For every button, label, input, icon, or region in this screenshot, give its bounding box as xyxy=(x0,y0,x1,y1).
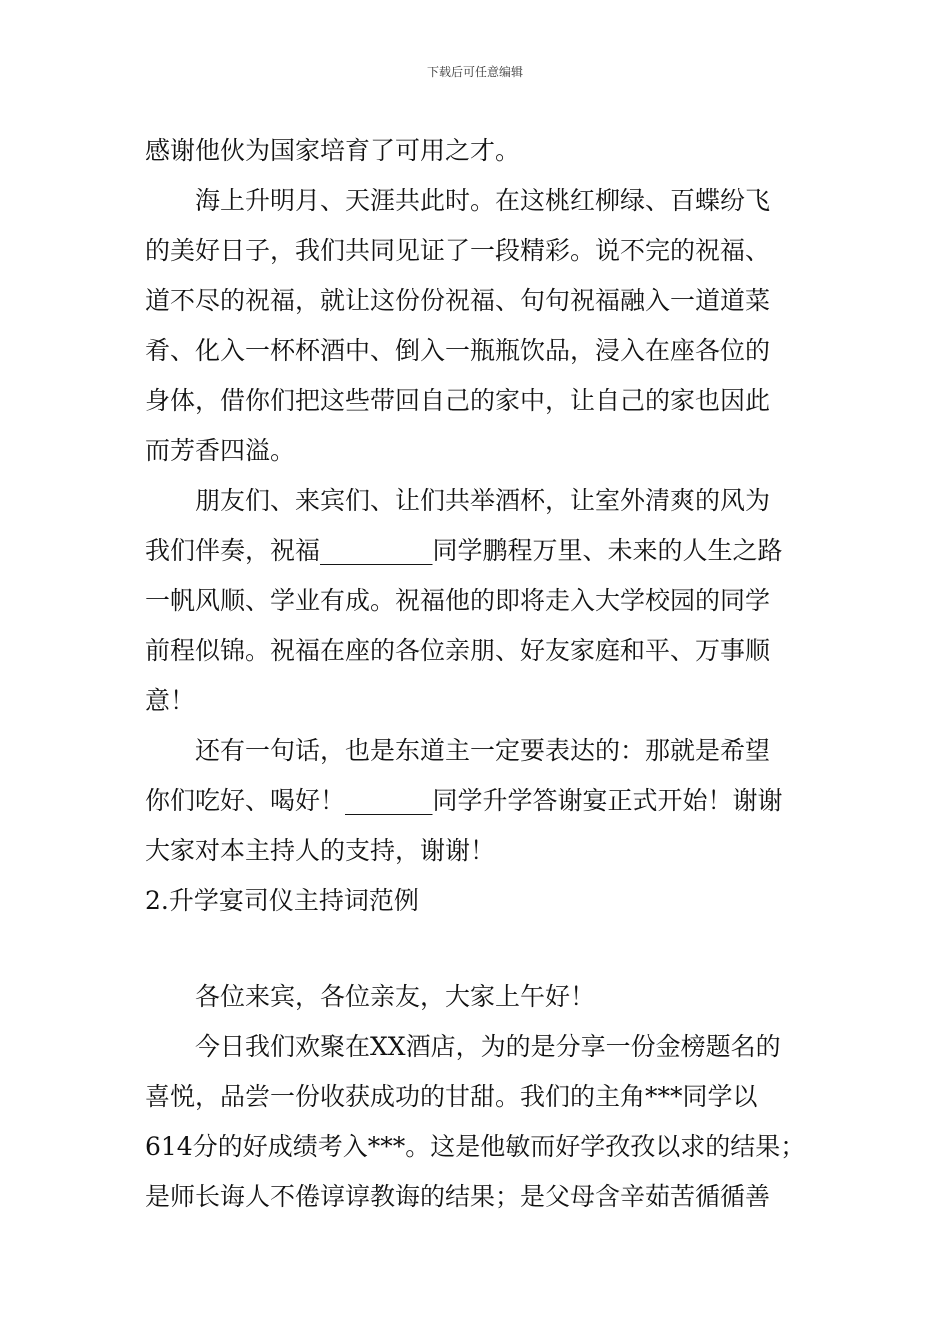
text-line: 我们伴奏，祝福_________同学鹏程万里、未来的人生之路 xyxy=(145,536,783,565)
text-line: 喜悦，品尝一份收获成功的甘甜。我们的主角***同学以 xyxy=(145,1082,758,1111)
text-line: 各位来宾，各位亲友，大家上午好！ xyxy=(195,982,596,1011)
text-line: 你们吃好、喝好！_______同学升学答谢宴正式开始！谢谢 xyxy=(145,786,783,815)
text-line: 一帆风顺、学业有成。祝福他的即将走入大学校园的同学 xyxy=(145,586,771,615)
paragraph-gap xyxy=(145,926,817,972)
text-line: 意！ xyxy=(145,686,196,715)
text-line: 朋友们、来宾们、让们共举酒杯，让室外清爽的风为 xyxy=(195,486,771,515)
text-line: 感谢他伙为国家培育了可用之才。 xyxy=(145,136,521,165)
text-line: 而芳香四溢。 xyxy=(145,436,296,465)
text-line: 614分的好成绩考入***。这是他敏而好学孜孜以求的结果； xyxy=(145,1132,806,1161)
section-heading: 2.升学宴司仪主持词范例 xyxy=(145,886,419,915)
text-line: 前程似锦。祝福在座的各位亲朋、好友家庭和平、万事顺 xyxy=(145,636,771,665)
text-line: 今日我们欢聚在XX酒店，为的是分享一份金榜题名的 xyxy=(195,1032,781,1061)
text-line: 身体，借你们把这些带回自己的家中，让自己的家也因此 xyxy=(145,386,771,415)
text-line: 的美好日子，我们共同见证了一段精彩。说不完的祝福、 xyxy=(145,236,771,265)
document-body xyxy=(145,126,817,1222)
text-line: 大家对本主持人的支持，谢谢！ xyxy=(145,836,496,865)
text-line: 海上升明月、天涯共此时。在这桃红柳绿、百蝶纷飞 xyxy=(195,186,771,215)
text-line: 道不尽的祝福，就让这份份祝福、句句祝福融入一道道菜 xyxy=(145,286,771,315)
text-line: 肴、化入一杯杯酒中、倒入一瓶瓶饮品，浸入在座各位的 xyxy=(145,336,771,365)
text-line: 还有一句话，也是东道主一定要表达的：那就是希望 xyxy=(195,736,771,765)
page-header: 下载后可任意编辑 xyxy=(426,65,523,79)
text-line: 是师长诲人不倦谆谆教诲的结果；是父母含辛茹苦循循善 xyxy=(145,1182,771,1211)
